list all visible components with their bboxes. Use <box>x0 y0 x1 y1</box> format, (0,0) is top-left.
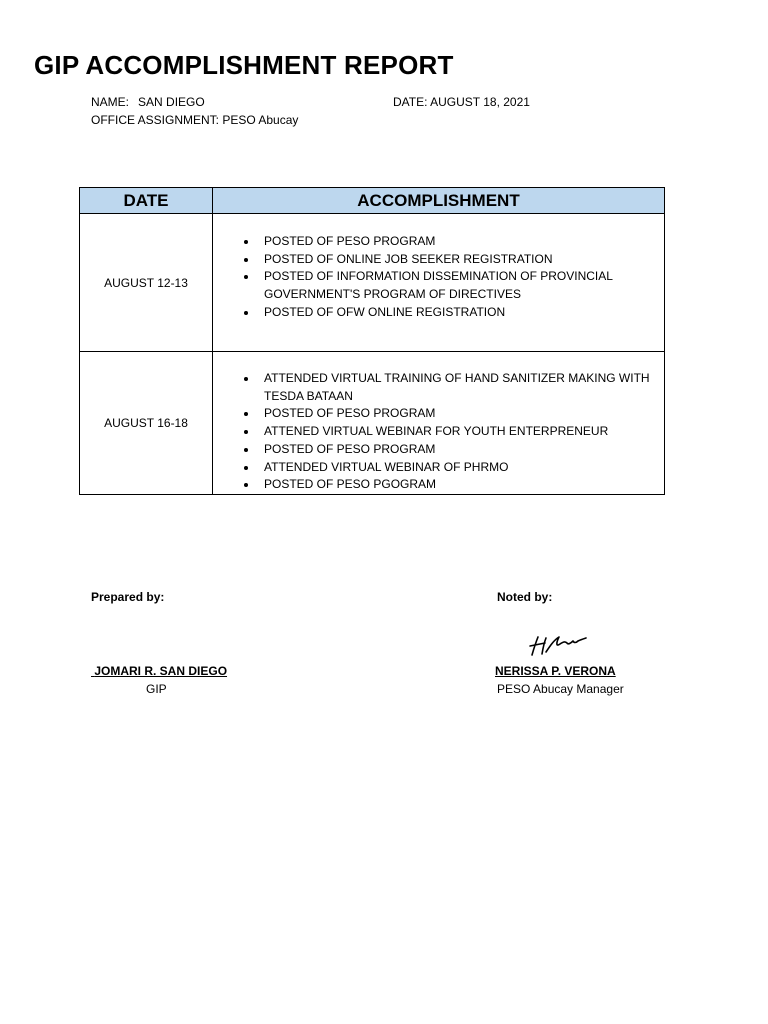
name-label: NAME: <box>91 95 130 109</box>
accomplishment-item: POSTED OF PESO PGOGRAM <box>264 476 664 494</box>
accomplishment-item: POSTED OF PESO PROGRAM <box>264 441 664 459</box>
accomplishment-column-header: ACCOMPLISHMENT <box>213 188 665 214</box>
accomplishment-list <box>213 370 664 494</box>
name-value: SAN DIEGO <box>138 95 205 109</box>
accomplishment-item: POSTED OF OFW ONLINE REGISTRATION <box>264 304 664 322</box>
signature-image <box>526 634 588 658</box>
row-date: AUGUST 12-13 <box>80 214 213 352</box>
date-value: AUGUST 18, 2021 <box>430 95 530 109</box>
row-date: AUGUST 16-18 <box>80 352 213 495</box>
prepared-by-label: Prepared by: <box>91 590 165 604</box>
accomplishment-item: POSTED OF ONLINE JOB SEEKER REGISTRATION <box>264 251 664 269</box>
name-line <box>91 95 205 109</box>
noted-by-position: PESO Abucay Manager <box>497 682 624 696</box>
date-column-header: DATE <box>80 188 213 214</box>
noted-by-name: NERISSA P. VERONA <box>495 664 616 678</box>
report-title: GIP ACCOMPLISHMENT REPORT <box>34 50 454 80</box>
accomplishment-item: POSTED OF PESO PROGRAM <box>264 233 664 251</box>
table-header-row <box>80 188 665 214</box>
accomplishment-list <box>213 233 664 322</box>
date-label: DATE: <box>393 95 428 109</box>
office-value: PESO Abucay <box>222 113 299 127</box>
date-line <box>393 95 530 109</box>
office-line <box>91 113 298 127</box>
accomplishment-item: POSTED OF INFORMATION DISSEMINATION OF PROVINCIAL GOVERNMENT'S PROGRAM OF DIRECTIVES <box>264 268 664 303</box>
row-accomplishments <box>213 214 665 352</box>
accomplishment-item: ATTENDED VIRTUAL TRAINING OF HAND SANITIZER MAKING WITH TESDA BATAAN <box>264 370 664 405</box>
accomplishment-item: POSTED OF PESO PROGRAM <box>264 405 664 423</box>
prepared-by-name <box>91 664 227 678</box>
table-row <box>80 352 665 495</box>
prepared-by-name-text: JOMARI R. SAN DIEGO <box>94 664 228 678</box>
row-accomplishments <box>213 352 665 495</box>
table-row <box>80 214 665 352</box>
office-label: OFFICE ASSIGNMENT: <box>91 113 220 127</box>
prepared-by-position: GIP <box>146 682 167 696</box>
accomplishment-item: ATTENDED VIRTUAL WEBINAR OF PHRMO <box>264 459 664 477</box>
noted-by-label: Noted by: <box>497 590 553 604</box>
accomplishment-table <box>79 187 665 495</box>
accomplishment-item: ATTENED VIRTUAL WEBINAR FOR YOUTH ENTERPRENEUR <box>264 423 664 441</box>
